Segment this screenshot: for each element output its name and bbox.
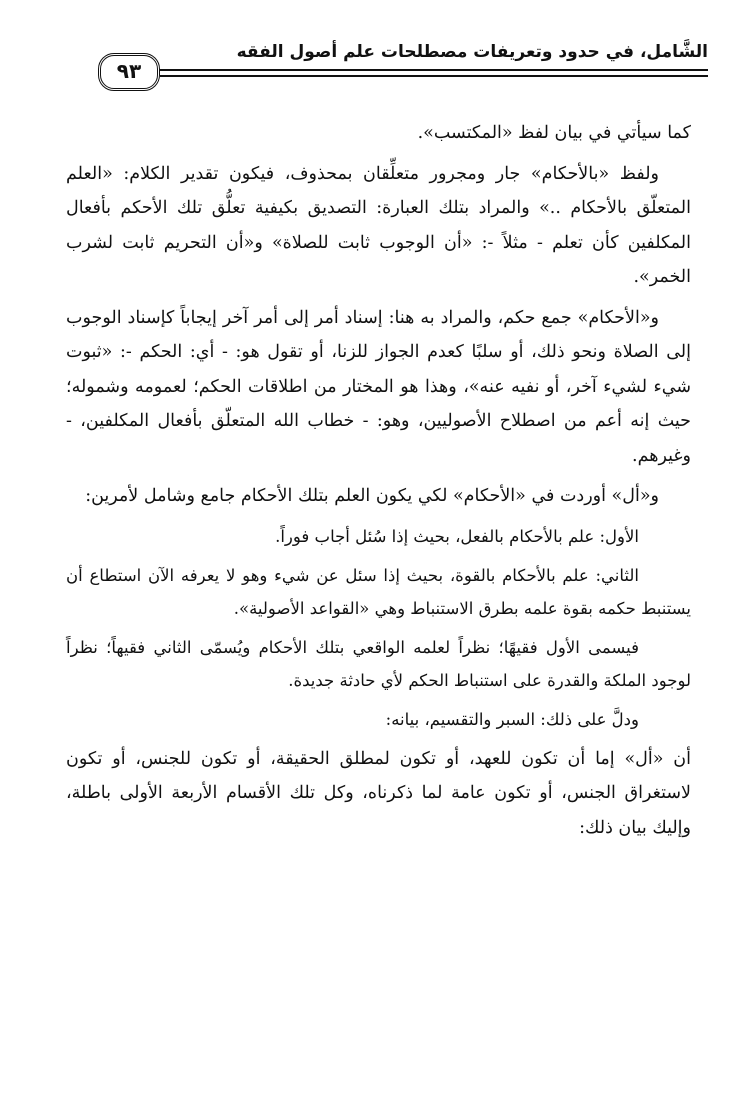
page-body bbox=[66, 116, 691, 851]
header-rule-bottom bbox=[160, 75, 708, 77]
paragraph-continuation: كما سيأتي في بيان لفظ «المكتسب». bbox=[417, 123, 691, 143]
header-rule-top bbox=[160, 69, 708, 71]
paragraph-al-article: و«أل» أوردت في «الأحكام» لكي يكون العلم بتلك الأحكام جامع وشامل لأمرين: bbox=[85, 486, 659, 506]
paragraph-al-ahkam: و«الأحكام» جمع حكم، والمراد به هنا: إسناد أمر إلى أمر آخر إيجاباً كإسناد الوجوب إلى الصلاة ونحو ذلك، أو سلبًا كعدم الجواز للزنا، أو تقول هو: - أي: الحكم -: «ثبوت شيء لشيء آخر، أو نفيه عنه»، وهذا هو المختار من اطلاقات الحكم؛ لعمومه وشموله؛ حيث إنه أعم من اصطلاح الأصوليين، وهو: - خطاب الله المتعلّق بأفعال المكلفين، - وغيرهم. bbox=[66, 307, 691, 466]
paragraph-first-type: الأول: علم بالأحكام بالفعل، بحيث إذا سُئل أجاب فوراً. bbox=[275, 526, 639, 546]
paragraph-al-types: أن «أل» إما أن تكون للعهد، أو تكون لمطلق الحقيقة، أو تكون للجنس، أو تكون لاستغراق الجنس، أو تكون عامة لما ذكرناه، وكل تلك الأقسام الأربعة الأولى باطلة، وإليك بيان ذلك: bbox=[66, 748, 691, 838]
page-number: ٩٣ bbox=[98, 53, 160, 91]
paragraph-bil-ahkam: ولفظ «بالأحكام» جار ومجرور متعلِّقان بمحذوف، فيكون تقدير الكلام: «العلم المتعلّق بالأحكام ..» والمراد بتلك العبارة: التصديق بكيفية تعلُّق تلك الأحكم بأفعال المكلفين كأن تعلم - مثلاً -: «أن الوجوب ثابت للصلاة» و«أن التحريم ثابت لشرب الخمر». bbox=[66, 163, 691, 287]
paragraph-evidence: ودلَّ على ذلك: السبر والتقسيم، بيانه: bbox=[385, 709, 639, 729]
paragraph-naming: فيسمى الأول فقيهًا؛ نظراً لعلمه الواقعي بتلك الأحكام ويُسمّى الثاني فقيهاً؛ نظراً لوجود الملكة والقدرة على استنباط الحكم لأي حادثة جديدة. bbox=[66, 637, 691, 690]
book-title: الشَّامل، في حدود وتعريفات مصطلحات علم أصول الفقه bbox=[236, 42, 708, 62]
paragraph-second-type: الثاني: علم بالأحكام بالقوة، بحيث إذا سئل عن شيء وهو لا يعرفه الآن استطاع أن يستنبط حكمه بقوة علمه بطرق الاستنباط وهي «القواعد الأصولية». bbox=[66, 565, 691, 618]
running-header bbox=[68, 40, 708, 102]
